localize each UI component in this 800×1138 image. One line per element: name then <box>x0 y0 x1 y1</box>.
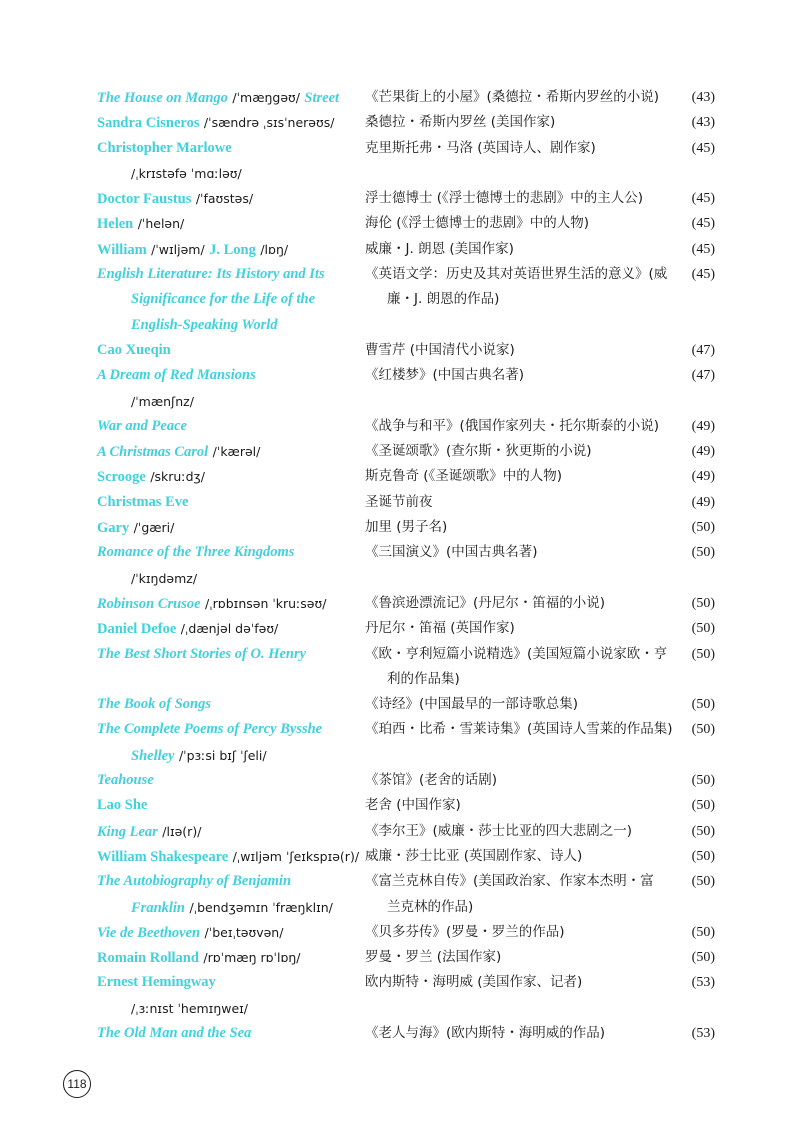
entry-line <box>97 793 715 818</box>
entry-term: William Shakespeare <box>97 848 229 865</box>
entry-page-ref: (50) <box>691 722 715 738</box>
entry-pronunciation: /ˈmæŋgəʊ/ <box>232 90 300 105</box>
entry-page-ref: (50) <box>691 545 715 561</box>
entry-line <box>97 490 715 515</box>
entry-page-ref: (50) <box>691 874 715 890</box>
entry-chinese-gloss: 《老人与海》(欧内斯特・海明威的作品) <box>365 1024 606 1041</box>
entry-line <box>97 869 715 894</box>
entry-line <box>97 211 715 236</box>
entry-page-ref: (49) <box>691 469 715 485</box>
entry-chinese-gloss: 斯克鲁奇 (《圣诞颂歌》中的人物) <box>365 468 563 485</box>
entry-term: The Book of Songs <box>97 696 212 713</box>
entry-english <box>97 869 291 894</box>
entry-continuation-line <box>97 895 715 920</box>
entry-page-ref: (50) <box>691 646 715 662</box>
entry-term-continued: Shelley <box>131 747 175 764</box>
entry-page-ref: (50) <box>691 697 715 713</box>
entry-pronunciation: /ˈmænʃnz/ <box>131 393 194 409</box>
entry-pronunciation: /ˈkɪŋdəmz/ <box>131 570 198 586</box>
entry-chinese-gloss: 《李尔王》(威廉・莎士比亚的四大悲剧之一) <box>365 822 633 839</box>
entry-continuation-line <box>97 566 715 591</box>
entry-english-continued <box>97 566 197 592</box>
entry-page-ref: (49) <box>691 494 715 510</box>
glossary-entry <box>97 945 715 970</box>
entry-pronunciation: /ˈfaʊstəs/ <box>195 191 254 207</box>
entry-page-ref: (45) <box>691 216 715 232</box>
glossary-entry <box>97 237 715 262</box>
glossary-entry <box>97 338 715 363</box>
entry-chinese-gloss-continued: 廉・J. 朗恩的作品) <box>387 291 500 308</box>
entry-line <box>97 186 715 211</box>
entry-pronunciation: /ˌɜːnɪst ˈhemɪŋweɪ/ <box>131 1000 249 1016</box>
entry-term: Lao She <box>97 797 148 814</box>
entry-term-continued: English-Speaking World <box>131 316 278 333</box>
entry-term: A Dream of Red Mansions <box>97 367 256 384</box>
entry-chinese-gloss: 加里 (男子名) <box>365 519 448 536</box>
glossary-entry <box>97 819 715 844</box>
entry-continuation-line <box>97 743 715 768</box>
entry-term: King Lear <box>97 823 158 840</box>
entry-english-continued <box>97 313 278 338</box>
entry-chinese-gloss: 曹雪芹 (中国清代小说家) <box>365 341 515 358</box>
entry-english-continued <box>97 287 315 312</box>
entry-line <box>97 920 715 945</box>
entry-english <box>97 1021 251 1046</box>
glossary-entry <box>97 616 715 641</box>
entry-term: Daniel Defoe <box>97 621 177 638</box>
entry-english-continued <box>97 743 267 769</box>
entry-chinese-gloss: 《珀西・比希・雪莱诗集》(英国诗人雪莱的作品集) <box>365 721 673 738</box>
entry-line <box>97 414 715 439</box>
entry-term: Doctor Faustus <box>97 191 192 208</box>
entry-page-ref: (47) <box>691 368 715 384</box>
entry-line <box>97 945 715 970</box>
entry-line <box>97 110 715 135</box>
entry-page-ref: (50) <box>691 823 715 839</box>
entry-page-ref: (50) <box>691 924 715 940</box>
entry-continuation-line <box>97 389 715 414</box>
entry-pronunciation: /ˈsændrə ˌsɪsˈnerəʊs/ <box>203 115 335 131</box>
entry-term: Gary <box>97 520 130 537</box>
entry-english <box>97 262 325 287</box>
entry-line <box>97 692 715 717</box>
entry-term: English Literature: Its History and Its <box>97 266 325 283</box>
glossary-list <box>97 85 715 1046</box>
entry-english <box>97 591 326 617</box>
entry-english-continued <box>97 895 333 921</box>
entry-pronunciation: /skruːdʒ/ <box>150 469 205 485</box>
entry-page-ref: (50) <box>691 798 715 814</box>
entry-chinese-gloss: 《战争与和平》(俄国作家列夫・托尔斯泰的小说) <box>365 417 660 434</box>
glossary-entry <box>97 136 715 187</box>
entry-english <box>97 186 253 212</box>
entry-page-ref: (45) <box>691 140 715 156</box>
glossary-entry <box>97 717 715 768</box>
entry-line <box>97 616 715 641</box>
glossary-entry <box>97 920 715 945</box>
entry-term-continued: Significance for the Life of the <box>131 291 316 308</box>
entry-english <box>97 768 154 793</box>
entry-line <box>97 515 715 540</box>
entry-term: Christmas Eve <box>97 493 189 510</box>
entry-pronunciation: /ˌdænjəl dəˈfəʊ/ <box>180 621 279 637</box>
entry-page-ref: (47) <box>691 342 715 358</box>
entry-page-ref: (50) <box>691 595 715 611</box>
entry-page-ref: (45) <box>691 191 715 207</box>
entry-line <box>97 85 715 110</box>
glossary-entry <box>97 970 715 1021</box>
glossary-entry <box>97 110 715 135</box>
entry-chinese-gloss: 老舍 (中国作家) <box>365 797 461 814</box>
entry-english <box>97 844 359 870</box>
glossary-entry <box>97 793 715 818</box>
entry-english <box>97 717 322 742</box>
entry-term: William <box>97 241 147 258</box>
entry-chinese-gloss: 《红楼梦》(中国古典名著) <box>365 367 525 384</box>
entry-term-continued: Franklin <box>131 899 185 916</box>
entry-english <box>97 692 211 717</box>
entry-pronunciation: /ˈwɪljəm/ <box>151 241 205 257</box>
entry-english <box>97 237 288 263</box>
entry-chinese-gloss: 威廉・J. 朗恩 (美国作家) <box>365 240 514 257</box>
entry-page-ref: (53) <box>691 1025 715 1041</box>
glossary-entry <box>97 768 715 793</box>
entry-line <box>97 642 715 667</box>
entry-english <box>97 515 174 541</box>
entry-english <box>97 85 339 111</box>
entry-chinese-gloss: 《鲁滨逊漂流记》(丹尼尔・笛福的小说) <box>365 594 606 611</box>
entry-chinese-gloss: 《三国演义》(中国古典名著) <box>365 544 538 561</box>
entry-pronunciation: /ˌrɒbɪnsən ˈkruːsəʊ/ <box>205 595 327 611</box>
entry-page-ref: (50) <box>691 773 715 789</box>
entry-pronunciation: /ˈgæri/ <box>133 520 175 536</box>
entry-english <box>97 616 278 642</box>
entry-continuation-line <box>97 287 715 312</box>
entry-pronunciation: /ˈpɜːsi bɪʃ ˈʃeli/ <box>178 747 267 763</box>
entry-english <box>97 136 232 161</box>
page-number-badge: 118 <box>63 1070 91 1098</box>
glossary-entry <box>97 490 715 515</box>
glossary-entry <box>97 869 715 920</box>
entry-english <box>97 338 171 363</box>
entry-chinese-gloss: 《欧・亨利短篇小说精选》(美国短篇小说家欧・亨 <box>365 645 668 662</box>
entry-chinese-gloss: 圣诞节前夜 <box>365 493 433 510</box>
entry-term: Romance of the Three Kingdoms <box>97 544 295 561</box>
entry-term: Cao Xueqin <box>97 341 171 358</box>
entry-continuation-line <box>97 996 715 1021</box>
entry-english <box>97 945 301 971</box>
entry-line <box>97 540 715 565</box>
entry-term: The Best Short Stories of O. Henry <box>97 645 307 662</box>
entry-line <box>97 717 715 742</box>
entry-pronunciation: /rɒˈmæŋ rɒˈlɒŋ/ <box>203 950 301 966</box>
entry-continuation-line <box>97 161 715 186</box>
entry-line <box>97 970 715 995</box>
glossary-entry <box>97 464 715 489</box>
entry-chinese-gloss: 《芒果街上的小屋》(桑德拉・希斯内罗丝的小说) <box>365 89 660 105</box>
entry-line <box>97 338 715 363</box>
entry-chinese-gloss: 《英语文学：历史及其对英语世界生活的意义》(威 <box>365 266 668 283</box>
entry-continuation-line <box>97 313 715 338</box>
entry-pronunciation: /lɪə(r)/ <box>162 823 202 839</box>
glossary-entry <box>97 414 715 439</box>
entry-page-ref: (50) <box>691 520 715 536</box>
glossary-entry <box>97 439 715 464</box>
entry-term: The House on Mango <box>97 90 228 106</box>
glossary-entry <box>97 363 715 414</box>
entry-pronunciation: /ˌkrɪstəfə ˈmɑːləʊ/ <box>131 165 242 181</box>
entry-chinese-gloss: 浮士德博士 (《浮士德博士的悲剧》中的主人公) <box>365 190 644 207</box>
entry-pronunciation: /lɒŋ/ <box>260 241 289 257</box>
entry-page-ref: (45) <box>691 267 715 283</box>
entry-line <box>97 136 715 161</box>
entry-chinese-gloss: 海伦 (《浮士德博士的悲剧》中的人物) <box>365 215 590 232</box>
entry-page-ref: (50) <box>691 848 715 864</box>
entry-page-ref: (53) <box>691 975 715 991</box>
entry-english <box>97 414 187 439</box>
entry-english <box>97 211 184 237</box>
entry-pronunciation: /ˈkærəl/ <box>212 444 261 460</box>
entry-page-ref: (49) <box>691 418 715 434</box>
entry-term: Romain Rolland <box>97 950 199 967</box>
entry-chinese-gloss: 欧内斯特・海明威 (美国作家、记者) <box>365 974 583 991</box>
entry-chinese-gloss: 《诗经》(中国最早的一部诗歌总集) <box>365 696 579 713</box>
entry-line <box>97 237 715 262</box>
entry-english <box>97 920 283 946</box>
entry-page-ref: (45) <box>691 241 715 257</box>
glossary-entry <box>97 515 715 540</box>
entry-page-ref: (49) <box>691 444 715 460</box>
glossary-entry <box>97 211 715 236</box>
entry-english <box>97 540 294 565</box>
entry-english <box>97 819 201 845</box>
entry-line <box>97 591 715 616</box>
entry-term: Teahouse <box>97 772 154 789</box>
entry-chinese-gloss: 威廉・莎士比亚 (英国剧作家、诗人) <box>365 847 583 864</box>
entry-english <box>97 970 216 995</box>
glossary-entry <box>97 85 715 110</box>
glossary-entry <box>97 844 715 869</box>
entry-line <box>97 819 715 844</box>
entry-term-part: J. Long <box>209 241 256 258</box>
entry-page-ref: (50) <box>691 950 715 966</box>
entry-term: Vie de Beethoven <box>97 924 201 941</box>
entry-term: Robinson Crusoe <box>97 595 201 612</box>
entry-chinese-gloss: 罗曼・罗兰 (法国作家) <box>365 949 502 966</box>
entry-term: War and Peace <box>97 417 187 434</box>
entry-english <box>97 642 306 667</box>
entry-term: Helen <box>97 216 134 233</box>
entry-english-continued <box>97 161 242 187</box>
entry-chinese-gloss-continued: 兰克林的作品) <box>387 898 474 915</box>
entry-term-part: Street <box>304 90 340 106</box>
entry-term: Scrooge <box>97 469 146 486</box>
entry-term: The Old Man and the Sea <box>97 1024 252 1041</box>
entry-english <box>97 363 256 388</box>
entry-term: Sandra Cisneros <box>97 115 200 132</box>
entry-line <box>97 363 715 388</box>
glossary-entry <box>97 540 715 591</box>
entry-english-continued <box>97 389 194 415</box>
entry-pronunciation: /ˈbeɪˌtəʊvən/ <box>204 924 284 940</box>
entry-pronunciation: /ˈhelən/ <box>137 216 185 232</box>
entry-chinese-gloss: 《圣诞颂歌》(查尔斯・狄更斯的小说) <box>365 443 592 460</box>
entry-line <box>97 1021 715 1046</box>
glossary-entry <box>97 692 715 717</box>
entry-chinese-gloss: 《茶馆》(老舍的话剧) <box>365 772 498 789</box>
entry-term: Ernest Hemingway <box>97 974 216 991</box>
entry-line <box>97 464 715 489</box>
entry-page-ref: (43) <box>691 115 715 131</box>
glossary-entry <box>97 262 715 338</box>
entry-chinese-gloss: 桑德拉・希斯内罗丝 (美国作家) <box>365 114 556 131</box>
entry-english <box>97 110 334 136</box>
entry-english <box>97 793 147 818</box>
entry-chinese-gloss: 《富兰克林自传》(美国政治家、作家本杰明・富 <box>365 873 654 890</box>
entry-page-ref: (43) <box>691 90 715 105</box>
glossary-entry <box>97 186 715 211</box>
entry-pronunciation: /ˌwɪljəm ˈʃeɪkspɪə(r)/ <box>232 848 360 864</box>
glossary-entry <box>97 1021 715 1046</box>
entry-pronunciation: /ˌbendʒəmɪn ˈfræŋklɪn/ <box>189 899 333 915</box>
entry-line <box>97 262 715 287</box>
entry-continuation-line <box>97 667 715 692</box>
entry-term: The Autobiography of Benjamin <box>97 873 292 890</box>
entry-term: The Complete Poems of Percy Bysshe <box>97 721 323 738</box>
entry-line <box>97 768 715 793</box>
entry-english-continued <box>97 996 248 1022</box>
entry-english <box>97 464 205 490</box>
entry-english <box>97 490 188 515</box>
glossary-entry <box>97 591 715 616</box>
entry-chinese-gloss-continued: 利的作品集) <box>387 670 460 687</box>
entry-page-ref: (50) <box>691 621 715 637</box>
entry-term: Christopher Marlowe <box>97 139 232 156</box>
entry-chinese-gloss: 克里斯托弗・马洛 (英国诗人、剧作家) <box>365 139 596 156</box>
entry-line <box>97 844 715 869</box>
entry-chinese-gloss: 《贝多芬传》(罗曼・罗兰的作品) <box>365 923 565 940</box>
entry-line <box>97 439 715 464</box>
entry-chinese-gloss: 丹尼尔・笛福 (英国作家) <box>365 620 515 637</box>
glossary-entry <box>97 642 715 693</box>
entry-term: A Christmas Carol <box>97 444 209 461</box>
entry-english <box>97 439 260 465</box>
